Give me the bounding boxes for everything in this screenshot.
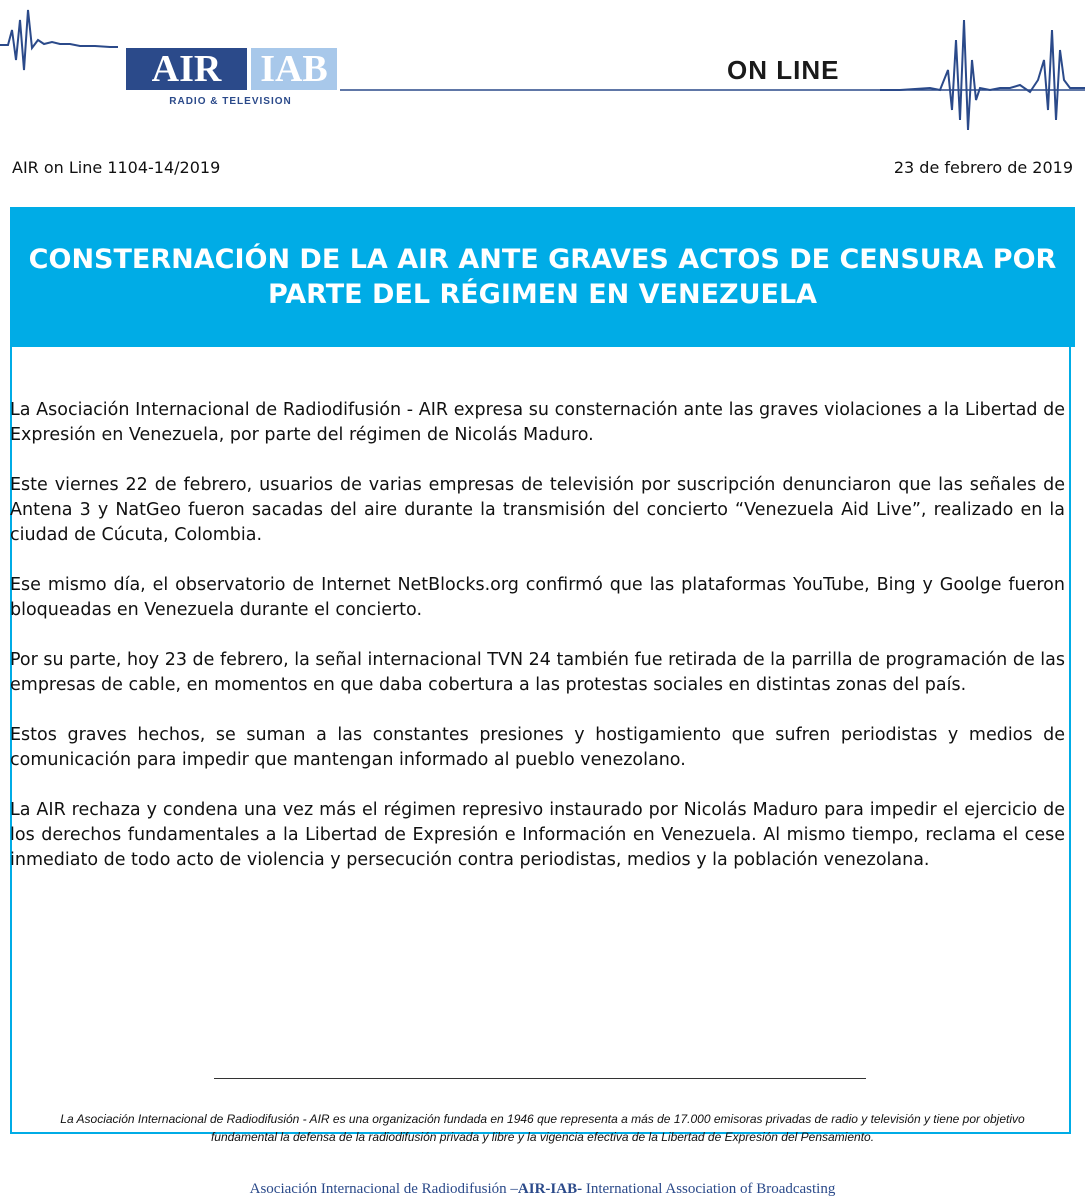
bottom-acronym: AIR-IAB- (517, 1181, 583, 1197)
organization-note: La Asociación Internacional de Radiodifusión - AIR es una organización fundada en 1946 que representa a más de 17.000 emisoras privadas de radio y televisión y tiene por objetivo fundamental la defensa de la radiodifusión privada y libre y la vigencia efectiva de la Libertad de Expresión del Pensamiento. (60, 1112, 1025, 1144)
letterhead (0, 0, 1085, 135)
paragraph: Este viernes 22 de febrero, usuarios de varias empresas de televisión por suscripción denunciaron que las señales de Antena 3 y NatGeo fueron sacadas del aire durante la transmisión del concierto “Venezuela Aid Live”, realizado en la ciudad de Cúcuta, Colombia. (10, 475, 1065, 545)
bottom-organization-line (0, 1181, 1085, 1198)
document-meta (12, 158, 1073, 182)
paragraph: Ese mismo día, el observatorio de Internet NetBlocks.org confirmó que las plataformas YouTube, Bing y Goolge fueron bloqueadas en Venezuela durante el concierto. (10, 575, 1065, 620)
paragraph: La AIR rechaza y condena una vez más el régimen represivo instaurado por Nicolás Maduro para impedir el ejercicio de los derechos fundamentales a la Libertad de Expresión e Información en Venezuela. Al mismo tiempo, reclama el cese inmediato de todo acto de violencia y persecución contra periodistas, medios y la población venezolana. (10, 800, 1065, 870)
headline-banner (10, 207, 1075, 347)
bottom-suffix: International Association of Broadcasting (582, 1181, 836, 1197)
logo-subtitle: RADIO & TELEVISION (169, 96, 292, 107)
bottom-prefix: Asociación Internacional de Radiodifusión – (249, 1181, 518, 1197)
separator-line (214, 1078, 866, 1079)
online-label: ON LINE (727, 55, 840, 85)
paragraph: La Asociación Internacional de Radiodifusión - AIR expresa su consternación ante las graves violaciones a la Libertad de Expresión en Venezuela, por parte del régimen de Nicolás Maduro. (10, 400, 1065, 445)
logo-air-block: AIR (126, 48, 247, 90)
body-text (10, 398, 1065, 898)
reference-number: AIR on Line 1104-14/2019 (12, 158, 221, 177)
paragraph: Estos graves hechos, se suman a las constantes presiones y hostigamiento que sufren periodistas y medios de comunicación para impedir que mantengan informado al pueblo venezolano. (10, 725, 1065, 770)
logo-iab-block: IAB (251, 48, 337, 90)
headline: CONSTERNACIÓN DE LA AIR ANTE GRAVES ACTOS DE CENSURA POR PARTE DEL RÉGIMEN EN VENEZUELA (28, 244, 1057, 310)
paragraph: Por su parte, hoy 23 de febrero, la señal internacional TVN 24 también fue retirada de la parrilla de programación de las empresas de cable, en momentos en que daba cobertura a las protestas sociales en distintas zonas del país. (10, 650, 1065, 695)
document-date: 23 de febrero de 2019 (893, 158, 1073, 177)
